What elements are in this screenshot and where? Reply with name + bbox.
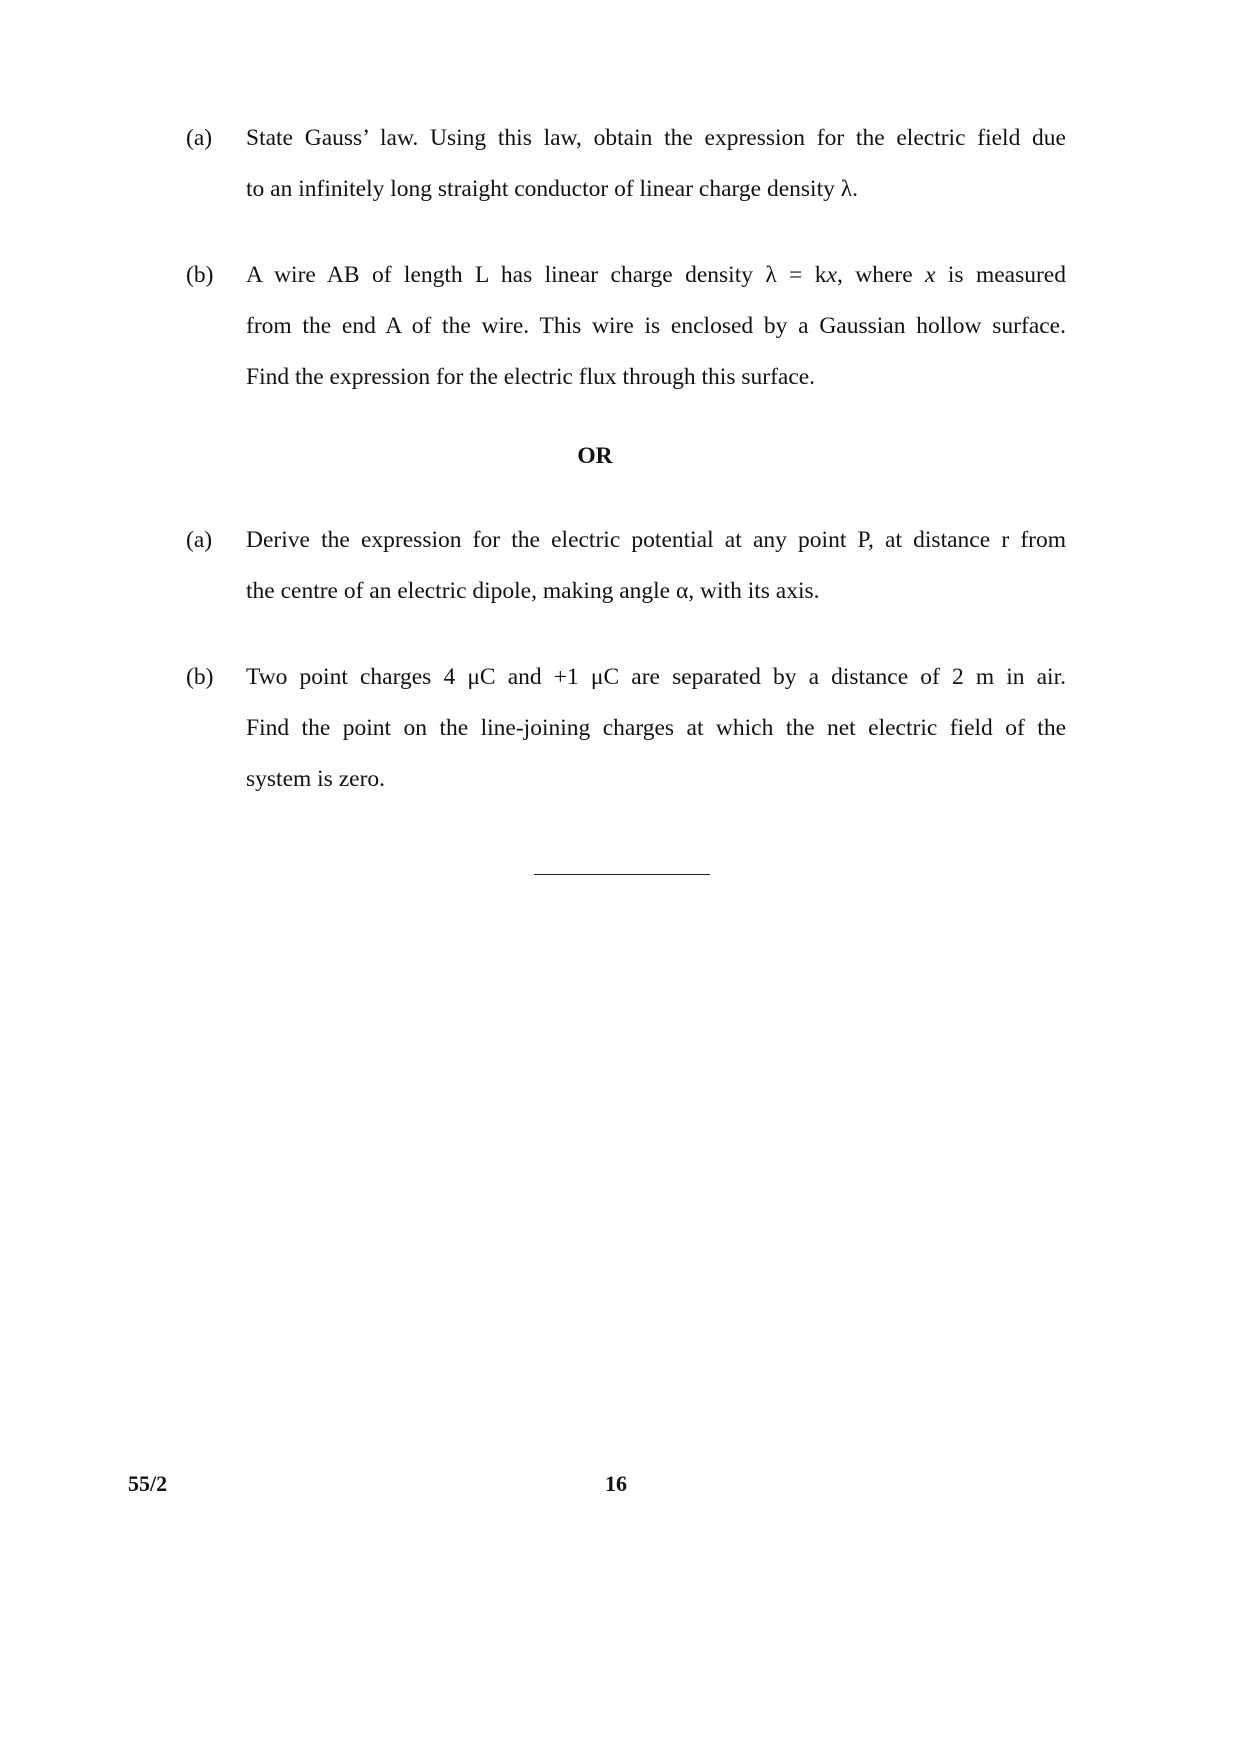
- question-1a: [186, 113, 1066, 215]
- question-text: [246, 113, 1066, 215]
- question-label: (b): [186, 664, 214, 690]
- question-line: State Gauss’ law. Using this law, obtain the expression for the electric field due: [246, 125, 1066, 151]
- question-line: Find the point on the line-joining charges at which the net electric field of the: [246, 715, 1066, 741]
- end-of-section-rule: [534, 874, 710, 875]
- question-label: (a): [186, 527, 213, 553]
- question-line: Find the expression for the electric flux through this surface.: [246, 364, 816, 390]
- question-text: [246, 515, 1066, 617]
- question-label: (b): [186, 262, 214, 288]
- question-label: (a): [186, 125, 213, 151]
- question-line: to an infinitely long straight conductor of linear charge density λ.: [246, 176, 859, 202]
- question-text: [246, 652, 1066, 805]
- or-separator: OR: [577, 443, 613, 469]
- question-1b: [186, 250, 1066, 403]
- question-line: system is zero.: [246, 766, 386, 792]
- question-line: A wire AB of length L has linear charge density λ = kx, where x is measured: [246, 262, 1066, 288]
- question-line: Two point charges 4 μC and +1 μC are separated by a distance of 2 m in air.: [246, 664, 1066, 690]
- paper-code: 55/2: [128, 1471, 168, 1496]
- question-line: the centre of an electric dipole, making angle α, with its axis.: [246, 578, 820, 604]
- question-2b: [186, 652, 1066, 805]
- question-text: [246, 250, 1066, 403]
- page-number: 16: [605, 1471, 627, 1496]
- question-2a: [186, 515, 1066, 617]
- question-line: Derive the expression for the electric potential at any point P, at distance r from: [246, 527, 1066, 553]
- question-line: from the end A of the wire. This wire is enclosed by a Gaussian hollow surface.: [246, 313, 1066, 339]
